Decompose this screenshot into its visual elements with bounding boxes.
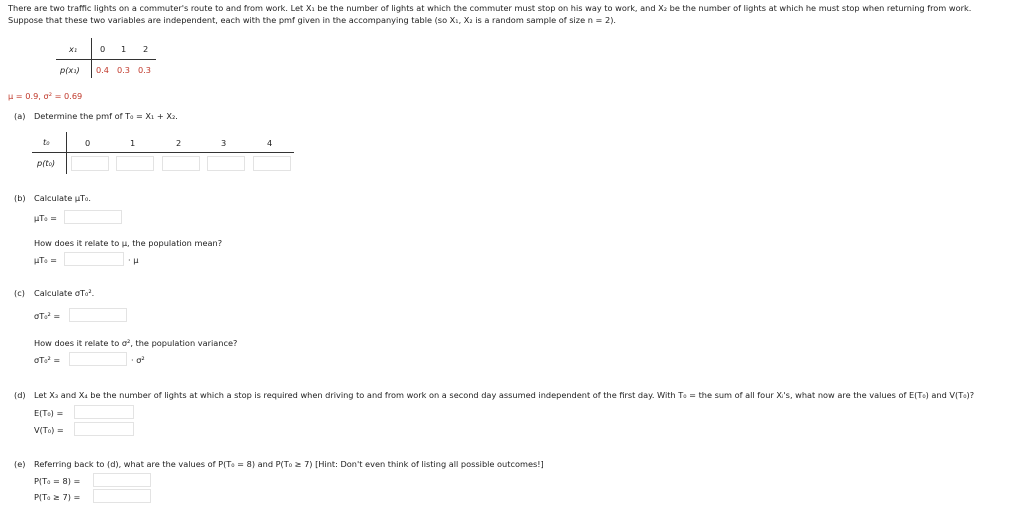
part-c-label: (c)	[14, 288, 25, 298]
pmf-p-value: 0.4	[96, 65, 110, 75]
e-t0-input[interactable]	[74, 405, 134, 419]
tpmf-t-value: 0	[85, 138, 91, 148]
p-t0-ge-7-label: P(T₀ ≥ 7) =	[34, 492, 81, 502]
v-t0-label: V(T₀) =	[34, 425, 64, 435]
part-c-question: How does it relate to σ², the population variance?	[34, 338, 238, 348]
pmf-table-horizontal-rule	[56, 59, 156, 60]
p-t4-input[interactable]	[253, 156, 291, 171]
mu-t0-relation-label: μT₀ =	[34, 255, 57, 265]
part-d-text: Let X₃ and X₄ be the number of lights at which a stop is required when driving to and from work on a second day assumed independent of the first day. With T₀ = the sum of all four Xᵢ's, what now are the values of E(T₀) and V(T₀)?	[34, 390, 975, 400]
p-t0-input[interactable]	[71, 156, 109, 171]
p-t2-input[interactable]	[162, 156, 200, 171]
var-t0-label: σT₀² =	[34, 311, 61, 321]
var-multiplier-input[interactable]	[69, 352, 127, 366]
p-t0-eq-8-label: P(T₀ = 8) =	[34, 476, 81, 486]
var-t0-relation-label: σT₀² =	[34, 355, 61, 365]
pmf-table-vertical-rule	[91, 38, 92, 78]
p-t0-ge-7-input[interactable]	[93, 489, 151, 503]
part-c-text: Calculate σT₀².	[34, 288, 95, 298]
mu-t0-input[interactable]	[64, 210, 122, 224]
intro-line-1: There are two traffic lights on a commuter's route to and from work. Let X₁ be the number of lights at which the commuter must stop on his way to work, and X₂ be the number of lights at which he must stop when returning from work.	[8, 3, 972, 13]
p-t0-eq-8-input[interactable]	[93, 473, 151, 487]
v-t0-input[interactable]	[74, 422, 134, 436]
tpmf-t-value: 4	[267, 138, 273, 148]
part-d-label: (d)	[14, 390, 26, 400]
pmf-x-header: x₁	[69, 44, 78, 54]
pmf-p-value: 0.3	[117, 65, 131, 75]
var-t0-input[interactable]	[69, 308, 127, 322]
part-a-label: (a)	[14, 111, 26, 121]
intro-line-2: Suppose that these two variables are independent, each with the pmf given in the accompanying table (so X₁, X₂ is a random sample of size n = 2).	[8, 15, 616, 25]
p-t3-input[interactable]	[207, 156, 245, 171]
tpmf-t-header: t₀	[43, 137, 50, 147]
part-a-text: Determine the pmf of T₀ = X₁ + X₂.	[34, 111, 178, 121]
given-parameters: μ = 0.9, σ² = 0.69	[8, 91, 83, 101]
part-b-text: Calculate μT₀.	[34, 193, 91, 203]
tpmf-table-horizontal-rule	[32, 152, 294, 153]
part-b-label: (b)	[14, 193, 26, 203]
mu-suffix: · μ	[128, 255, 139, 265]
pmf-x-value: 0	[100, 44, 106, 54]
tpmf-t-value: 3	[221, 138, 227, 148]
e-t0-label: E(T₀) =	[34, 408, 64, 418]
var-suffix: · σ²	[131, 355, 145, 365]
part-e-text: Referring back to (d), what are the values of P(T₀ = 8) and P(T₀ ≥ 7) [Hint: Don't even think of listing all possible outcomes!]	[34, 459, 544, 469]
pmf-p-value: 0.3	[138, 65, 152, 75]
pmf-x-value: 1	[121, 44, 127, 54]
part-b-question: How does it relate to μ, the population mean?	[34, 238, 223, 248]
tpmf-p-header: p(t₀)	[37, 158, 56, 168]
mu-t0-label: μT₀ =	[34, 213, 57, 223]
tpmf-table-vertical-rule	[66, 132, 67, 174]
pmf-x-value: 2	[143, 44, 149, 54]
tpmf-t-value: 2	[176, 138, 182, 148]
tpmf-t-value: 1	[130, 138, 136, 148]
part-e-label: (e)	[14, 459, 26, 469]
mu-multiplier-input[interactable]	[64, 252, 124, 266]
pmf-p-header: p(x₁)	[60, 65, 80, 75]
p-t1-input[interactable]	[116, 156, 154, 171]
